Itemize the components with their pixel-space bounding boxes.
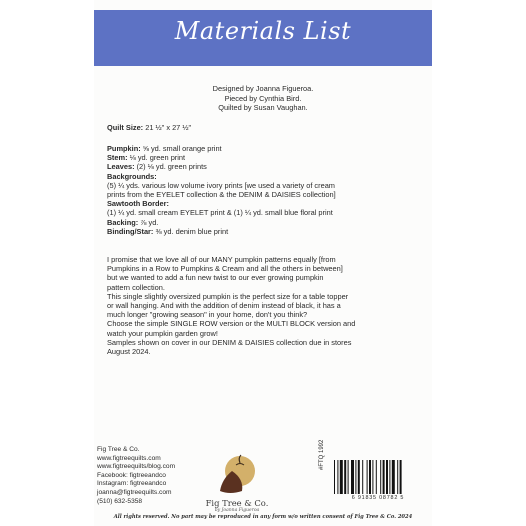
material-value: ⅛ yd. green print <box>129 153 186 163</box>
material-stem <box>107 153 425 162</box>
quilt-size-label: Quilt Size: <box>107 123 144 132</box>
barcode-digits: 6 91835 08782 5 <box>351 495 405 501</box>
paragraph-line: or wall hanging. And with the addition of denim instead of black, it has a <box>107 301 341 311</box>
paragraph-line: August 2024. <box>107 347 151 357</box>
backgrounds-line-2: prints from the EYELET collection & the DENIM & DAISIES collection] <box>107 190 336 200</box>
piecer-credit: Pieced by Cynthia Bird. <box>224 93 302 103</box>
logo-tagline: by Joanna Figueroa <box>214 508 260 513</box>
quilt-size <box>107 123 425 132</box>
paragraph-line: but we wanted to add a fun new twist to our ever growing pumpkin <box>107 273 324 283</box>
material-leaves <box>107 162 425 171</box>
company-name: Fig Tree & Co. <box>97 446 140 453</box>
quilt-size-value: 21 ½" x 27 ½" <box>145 123 192 132</box>
paragraph-line: Choose the simple SINGLE ROW version or the MULTI BLOCK version and <box>107 319 356 329</box>
sku-number: #FTQ 1992 <box>319 439 325 470</box>
phone-number: (510) 632-5358 <box>97 497 143 505</box>
website-link[interactable]: www.figtreequilts.com <box>97 454 161 462</box>
materials-list <box>107 144 425 236</box>
material-label: Leaves: <box>107 162 135 172</box>
banner-title: Materials List <box>174 17 352 45</box>
material-value: (2) ⅛ yd. green prints <box>136 162 207 172</box>
paragraph-line: Samples shown on cover in our DENIM & DAISIES collection due in stores <box>107 337 352 347</box>
designer-credit: Designed by Joanna Figueroa. <box>212 84 314 93</box>
material-binding <box>107 227 425 236</box>
material-label: Binding/Star: <box>107 226 154 236</box>
instagram-handle: Instagram: figtreeandco <box>97 480 167 488</box>
copyright-footer: All rights reserved. No part may be reproduced in any form w/o written consent of Fig Tree & Co. 2024 <box>113 514 413 520</box>
paragraph-line: This single slightly oversized pumpkin is the perfect size for a table topper <box>107 291 349 301</box>
sawtooth-value: (1) ¼ yd. small cream EYELET print & (1) ¼ yd. small blue floral print <box>107 208 333 218</box>
quilter-credit: Quilted by Susan Vaughan. <box>218 103 308 113</box>
paragraph-line: much longer "growing season" in your home, don't you think? <box>107 310 308 320</box>
material-backing <box>107 218 425 227</box>
scalloped-edge <box>94 54 432 74</box>
material-label: Stem: <box>107 153 128 163</box>
description-paragraph <box>107 255 425 356</box>
logo-wordmark: Fig Tree & Co. <box>205 498 269 508</box>
backgrounds-line-1: (5) ¼ yds. various low volume ivory prints [we used a variety of cream <box>107 180 335 190</box>
material-value: ⅜ yd. denim blue print <box>155 226 229 236</box>
paragraph-line: pattern collection. <box>107 282 165 292</box>
sawtooth-label: Sawtooth Border: <box>107 199 169 209</box>
material-label: Pumpkin: <box>107 144 141 153</box>
material-value: ⅝ yd. small orange print <box>142 144 222 153</box>
barcode-icon <box>332 460 424 494</box>
material-label: Backing: <box>107 217 139 227</box>
paragraph-line: watch your pumpkin garden grow! <box>107 328 218 338</box>
paragraph-line: Pumpkins in a Row to Pumpkins & Cream and all the others in between] <box>107 264 343 274</box>
material-value: ⅞ yd. <box>140 217 159 227</box>
backgrounds-label: Backgrounds: <box>107 171 157 181</box>
contact-info <box>97 446 175 506</box>
paragraph-line: I promise that we love all of our MANY pumpkin patterns equally [from <box>107 255 336 264</box>
credits <box>94 84 432 113</box>
blog-link[interactable]: www.figtreequilts/blog.com <box>97 463 176 471</box>
facebook-handle: Facebook: figtreeandco <box>97 471 166 479</box>
material-pumpkin <box>107 144 425 153</box>
email-link[interactable]: joanna@figtreequilts.com <box>97 488 172 496</box>
